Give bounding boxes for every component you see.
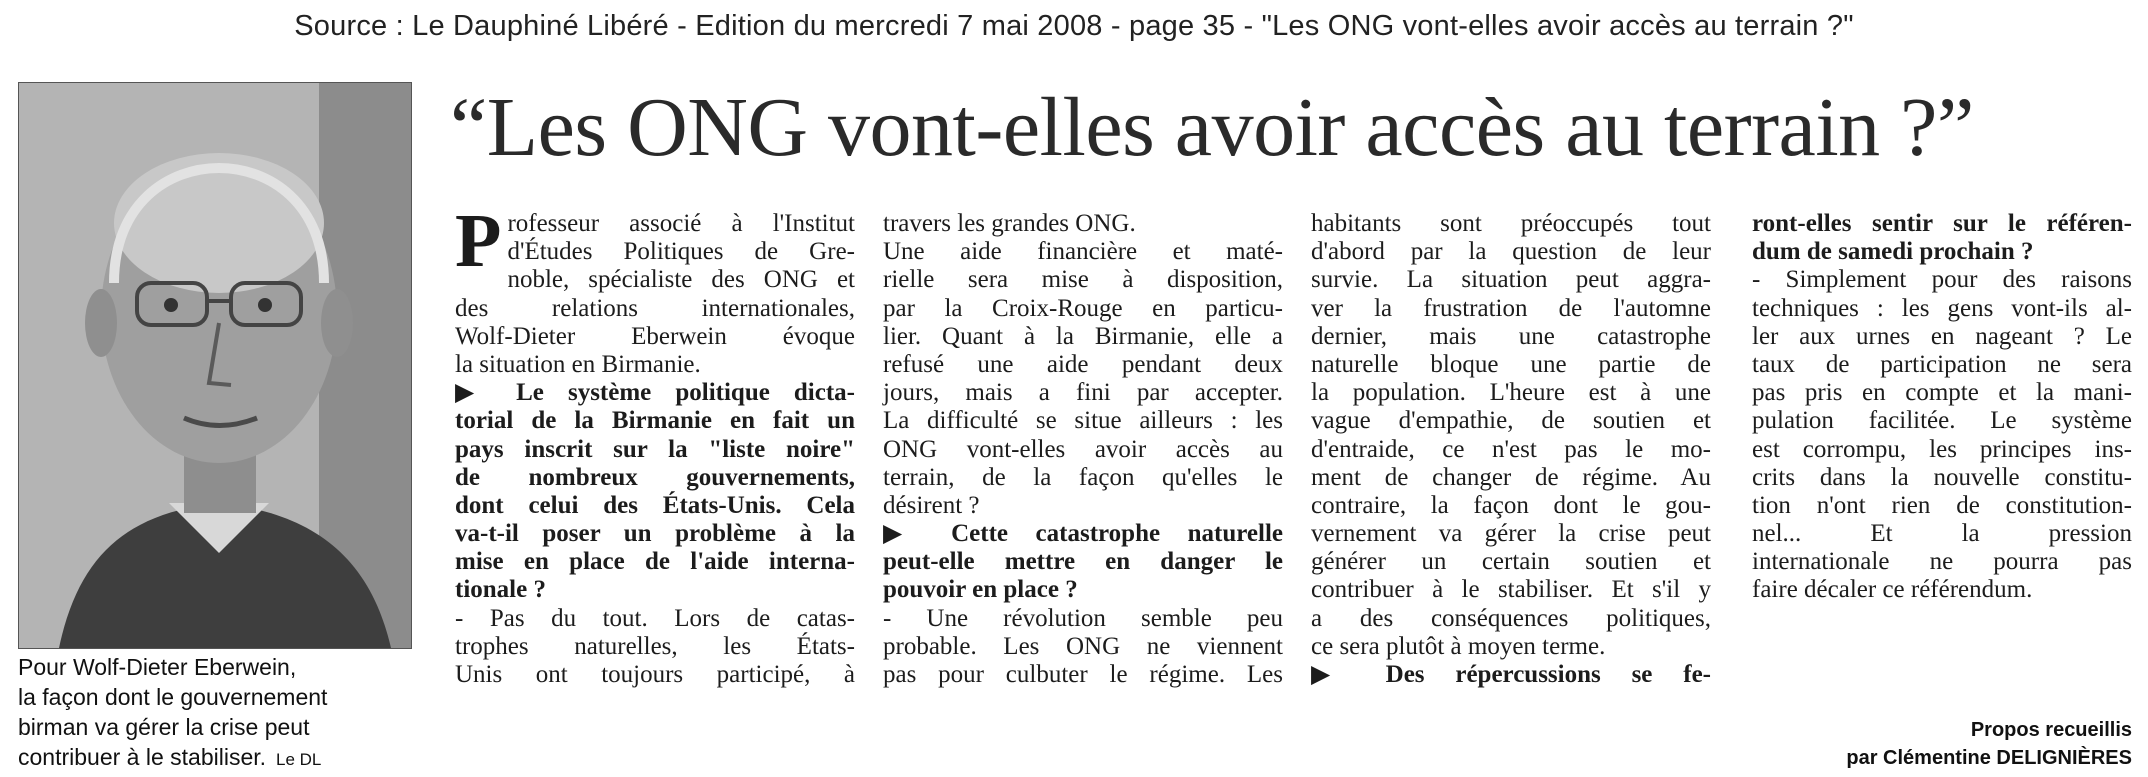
text-line: est corrompu, les principes ins- (1752, 435, 2132, 463)
article-headline: “Les ONG vont-elles avoir accès au terrain ?” (450, 81, 1974, 174)
signature-line-2: par Clémentine DELIGNIÈRES (1846, 747, 2132, 769)
text-line: générer un certain soutien et (1311, 548, 1711, 576)
text-line: vague d'empathie, de soutien et (1311, 407, 1711, 435)
caption-line-with-credit (18, 742, 418, 775)
drop-cap: P (455, 199, 502, 283)
text-line: Une aide financière et maté- (883, 238, 1283, 266)
article-column-4 (1752, 210, 2132, 605)
text-line: désirent ? (883, 491, 980, 519)
photo-credit: Le DL (276, 750, 322, 769)
question-line: pouvoir en place ? (883, 576, 1078, 604)
text-line: probable. Les ONG ne viennent (883, 632, 1283, 660)
text-line: pas pris en compte et la mani- (1752, 379, 2132, 407)
portrait-illustration (19, 83, 411, 648)
text-line: ONG vont-elles avoir accès au (883, 435, 1283, 463)
text-line: lier. Quant à la Birmanie, elle a (883, 322, 1283, 350)
article-column-2 (883, 210, 1283, 689)
question-line: dont celui des États-Unis. Cela (455, 491, 855, 519)
question-line: tionale ? (455, 576, 546, 604)
question-line: ▶ Des répercussions se fe- (1311, 661, 1711, 688)
text-line: survie. La situation peut aggra- (1311, 266, 1711, 294)
text-line: d'entraide, ce n'est pas le mo- (1311, 435, 1711, 463)
signature-line-1: Propos recueillis (1970, 719, 2132, 741)
question-line: peut-elle mettre en danger le (883, 548, 1283, 576)
text-line: tion n'ont rien de constitution- (1752, 491, 2132, 519)
article-column-1 (455, 199, 855, 689)
question-line: va-t-il poser un problème à la (455, 520, 855, 548)
question-line: ▶ Cette catastrophe naturelle (883, 520, 1283, 548)
text-line: la situation en Birmanie. (455, 350, 701, 378)
question-line: de nombreux gouvernements, (455, 463, 855, 491)
text-line: faire décaler ce référendum. (1752, 576, 2033, 604)
text-line: ce sera plutôt à moyen terme. (1311, 632, 1606, 660)
text-line: rofesseur associé à l'Institut (507, 210, 855, 237)
text-line: - Une révolution semble peu (883, 604, 1283, 632)
question-line: pays inscrit sur la "liste noire" (455, 435, 855, 463)
article-column-3 (1311, 210, 1711, 689)
text-line: crits dans la nouvelle constitu- (1752, 463, 2132, 491)
text-line: internationale ne pourra pas (1752, 548, 2132, 576)
text-line: dernier, mais une catastrophe (1311, 322, 1711, 350)
text-line: ver la frustration de l'automne (1311, 294, 1711, 322)
text-line: naturelle bloque une partie de (1311, 350, 1711, 378)
text-line: Wolf-Dieter Eberwein évoque (455, 322, 855, 350)
question-line: ▶ Le système politique dicta- (455, 379, 855, 407)
caption-line: Pour Wolf-Dieter Eberwein, (18, 654, 297, 680)
text-line: refusé une aide pendant deux (883, 350, 1283, 378)
text-line: - Pas du tout. Lors de catas- (455, 604, 855, 632)
text-line: Unis ont toujours participé, à (455, 661, 855, 688)
text-line: jours, mais a fini par accepter. (883, 379, 1283, 407)
text-line: nel... Et la pression (1752, 520, 2132, 548)
question-line: mise en place de l'aide interna- (455, 548, 855, 576)
text-line: pulation facilitée. Le système (1752, 407, 2132, 435)
text-line: contribuer à le stabiliser. Et s'il y (1311, 576, 1711, 604)
text-line: a des conséquences politiques, (1311, 604, 1711, 632)
photo-caption (18, 652, 418, 775)
text-line: ment de changer de régime. Au (1311, 463, 1711, 491)
caption-line: contribuer à le stabiliser. (18, 744, 267, 770)
text-line: par la Croix-Rouge en particu- (883, 294, 1283, 322)
text-line: La difficulté se situe ailleurs : les (883, 407, 1283, 435)
text-line: rielle sera mise à disposition, (883, 266, 1283, 294)
text-line: travers les grandes ONG. (883, 210, 1136, 237)
text-line: noble, spécialiste des ONG et (507, 266, 855, 294)
text-line: contraire, la façon dont le gou- (1311, 491, 1711, 519)
text-line: - Simplement pour des raisons (1752, 266, 2132, 294)
question-line: torial de la Birmanie en fait un (455, 407, 855, 435)
question-line: dum de samedi prochain ? (1752, 238, 2034, 266)
text-line: vernement va gérer la crise peut (1311, 520, 1711, 548)
text-line: techniques : les gens vont-ils al- (1752, 294, 2132, 322)
text-line: d'Études Politiques de Gre- (507, 238, 855, 266)
text-line: pas pour culbuter le régime. Les (883, 661, 1283, 688)
text-line: terrain, de la façon qu'elles le (883, 463, 1283, 491)
text-line: taux de participation ne sera (1752, 350, 2132, 378)
source-line: Source : Le Dauphiné Libéré - Edition du mercredi 7 mai 2008 - page 35 - "Les ONG vont-elles avoir accès au terrain ?" (294, 10, 1854, 42)
text-line: habitants sont préoccupés tout (1311, 210, 1711, 237)
text-line: d'abord par la question de leur (1311, 238, 1711, 266)
text-line: des relations internationales, (455, 294, 855, 322)
caption-line: birman va gérer la crise peut (18, 714, 310, 740)
text-line: ler aux urnes en nageant ? Le (1752, 322, 2132, 350)
question-line: ront-elles sentir sur le référen- (1752, 210, 2132, 237)
text-line: trophes naturelles, les États- (455, 632, 855, 660)
portrait-photo (18, 82, 412, 649)
text-line: la population. L'heure est à une (1311, 379, 1711, 407)
caption-line: la façon dont le gouvernement (18, 684, 328, 710)
interview-signature (1752, 716, 2132, 772)
